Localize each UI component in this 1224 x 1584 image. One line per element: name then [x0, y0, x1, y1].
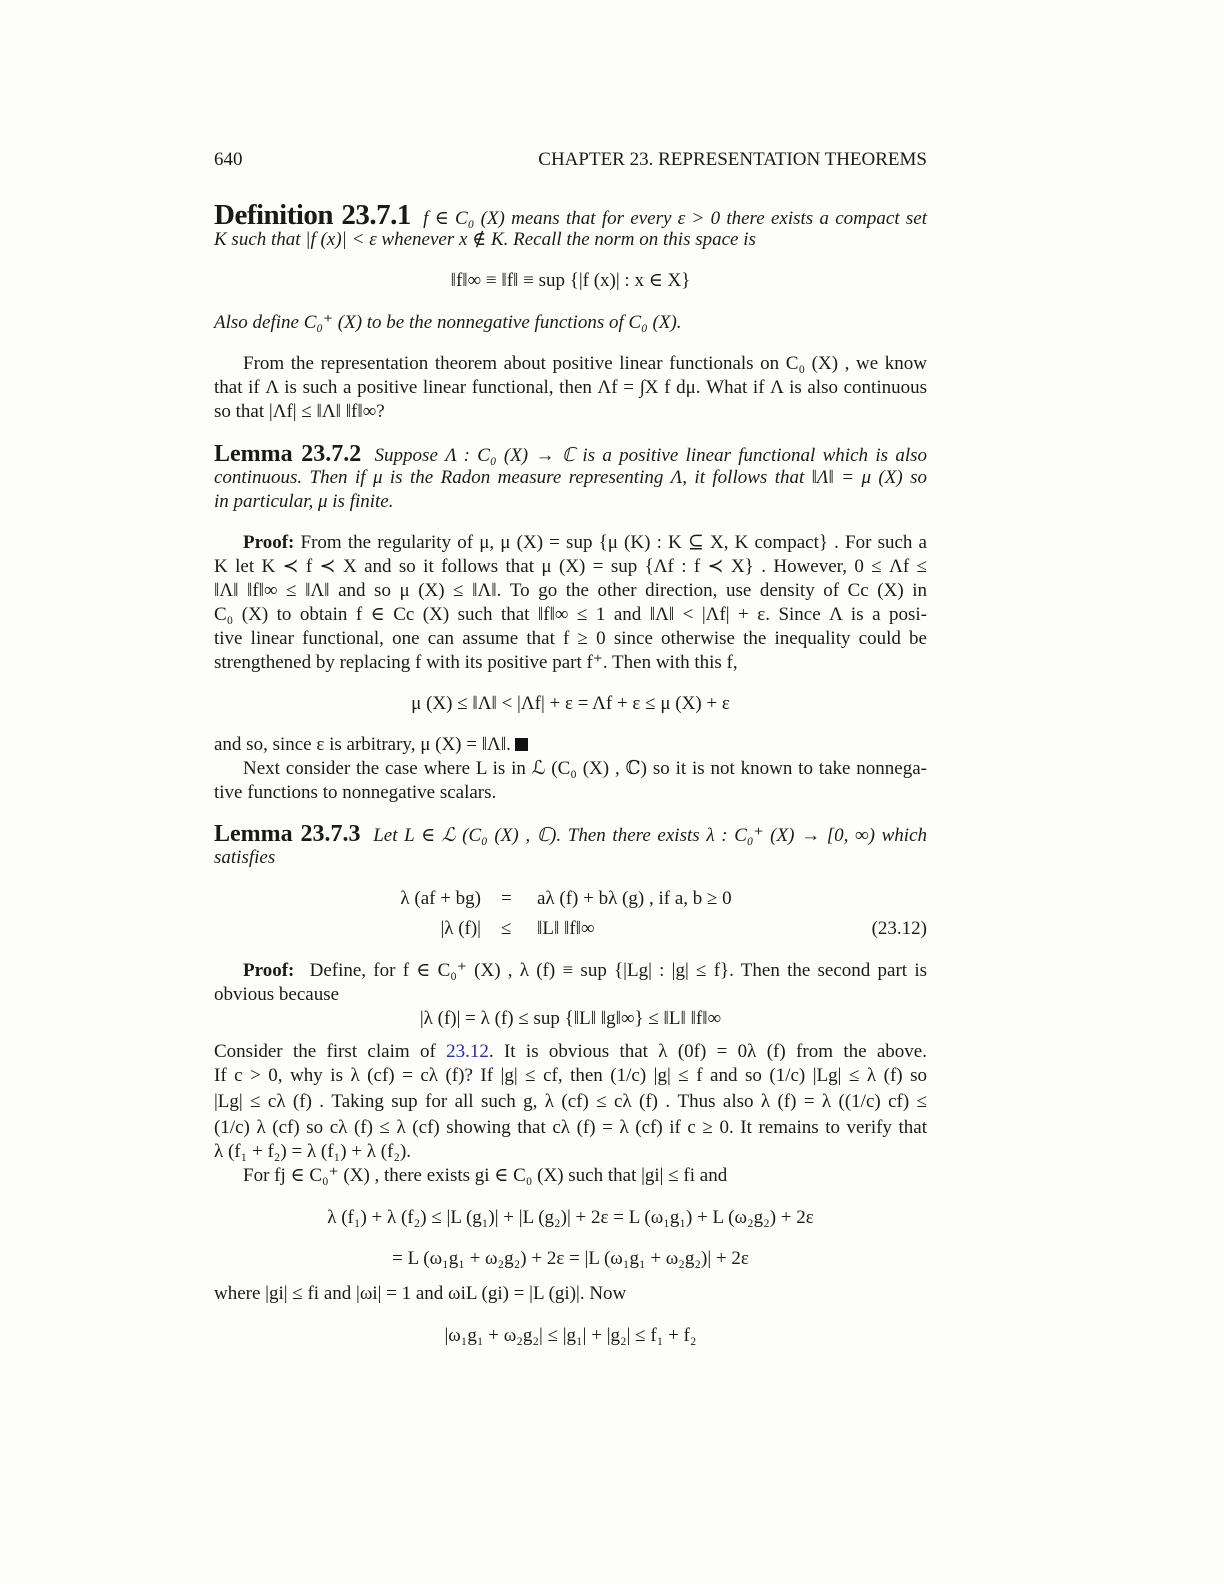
intro-line-2: that if Λ is such a positive linear functional, then Λf = ∫X f dμ. What if Λ is also continuous	[214, 377, 927, 398]
proof3-equation-1: |λ (f)| = λ (f) ≤ sup {‖L‖ ‖g‖∞} ≤ ‖L‖ ‖f‖∞	[419, 1008, 722, 1029]
equation-reference-link[interactable]: 23.12	[446, 1041, 489, 1062]
proof2-line-7	[214, 733, 927, 757]
proof2-line-2: K let K ≺ f ≺ X and so it follows that μ (X) = sup {Λf : f ≺ X} . However, 0 ≤ Λf ≤	[214, 556, 927, 577]
eq1-rhs: aλ (f) + bλ (g) , if a, b ≥ 0	[537, 888, 732, 909]
definition-label: Definition 23.7.1	[214, 199, 411, 231]
lemma2-line-3: in particular, μ is finite.	[214, 491, 394, 512]
proof2-line-1	[214, 531, 927, 555]
lemma3-line-1	[214, 821, 927, 849]
proof3-equation-3: = L (ω₁g₁ + ω₂g₂) + 2ε = |L (ω₁g₁ + ω₂g₂)| + 2ε	[392, 1248, 749, 1269]
proof3-equation-4: |ω₁g₁ + ω₂g₂| ≤ |g₁| + |g₂| ≤ f₁ + f₂	[444, 1325, 697, 1346]
page-number: 640	[214, 149, 243, 170]
qed-icon	[515, 738, 528, 751]
eq1-lhs: λ (af + bg)	[400, 888, 481, 909]
proof3-line-3-rest: . It is obvious that λ (0f) = 0λ (f) from the above.	[488, 1041, 927, 1062]
proof2-line-6: strengthened by replacing f with its positive part f⁺. Then with this f,	[214, 652, 738, 673]
proof2-text: From the regularity of μ, μ (X) = sup {μ (K) : K ⊆ X, K compact} . For such a	[300, 532, 927, 553]
definition-text: f ∈ C₀ (X) means that for every ε > 0 there exists a compact set	[423, 208, 928, 229]
proof3-line-7: λ (f₁ + f₂) = λ (f₁) + λ (f₂).	[214, 1141, 412, 1162]
proof2-line-5: tive linear functional, one can assume that f ≥ 0 since otherwise the inequality could be	[214, 628, 927, 649]
lemma3-line-2: satisfies	[214, 847, 276, 868]
lemma3-text: Let L ∈ ℒ (C₀ (X) , ℂ). Then there exists λ : C₀⁺ (X) → [0, ∞) which	[373, 825, 927, 846]
definition-equation: ‖f‖∞ ≡ ‖f‖ ≡ sup {|f (x)| : x ∈ X}	[450, 270, 691, 291]
lemma2-text: Suppose Λ : C₀ (X) → ℂ is a positive linear functional which is also	[374, 445, 928, 466]
proof3-line-6: (1/c) λ (cf) so cλ (f) ≤ λ (cf) showing that cλ (f) = λ (cf) if c ≥ 0. It remains to verify that	[214, 1117, 927, 1138]
proof2-equation: μ (X) ≤ ‖Λ‖ < |Λf| + ε = Λf + ε ≤ μ (X) + ε	[411, 693, 730, 714]
definition-line-3: Also define C₀⁺ (X) to be the nonnegative functions of C₀ (X).	[214, 312, 682, 333]
running-title: CHAPTER 23. REPRESENTATION THEOREMS	[538, 149, 927, 170]
running-header	[214, 148, 927, 172]
eq2-rhs: ‖L‖ ‖f‖∞	[537, 918, 595, 939]
lemma2-line-1	[214, 441, 927, 469]
proof2-line-3: ‖Λ‖ ‖f‖∞ ≤ ‖Λ‖ and so μ (X) ≤ ‖Λ‖. To go the other direction, use density of Cc (X) in	[214, 580, 927, 601]
proof2-conclusion: and so, since ε is arbitrary, μ (X) = ‖Λ‖.	[214, 734, 511, 755]
eq2-relation: ≤	[501, 918, 512, 939]
transition-line-1: Next consider the case where L is in ℒ (C₀ (X) , ℂ) so it is not known to take nonnega-	[243, 758, 927, 779]
lemma2-label: Lemma 23.7.2	[214, 441, 362, 467]
intro-line-3: so that |Λf| ≤ ‖Λ‖ ‖f‖∞?	[214, 401, 385, 422]
proof3-equation-2: λ (f₁) + λ (f₂) ≤ |L (g₁)| + |L (g₂)| + 2ε = L (ω₁g₁) + L (ω₂g₂) + 2ε	[327, 1207, 814, 1228]
proof2-label: Proof:	[243, 532, 295, 553]
proof3-line-1	[214, 959, 927, 983]
lemma2-line-2: continuous. Then if μ is the Radon measure representing Λ, it follows that ‖Λ‖ = μ (X) so	[214, 467, 927, 488]
proof2-line-4: C₀ (X) to obtain f ∈ Cc (X) such that ‖f‖∞ ≤ 1 and ‖Λ‖ < |Λf| + ε. Since Λ is a posi-	[214, 604, 927, 625]
proof3-text: Define, for f ∈ C₀⁺ (X) , λ (f) ≡ sup {|Lg| : |g| ≤ f}. Then the second part is	[309, 960, 928, 981]
proof3-line-4: If c > 0, why is λ (cf) = cλ (f)? If |g| ≤ cf, then (1/c) |g| ≤ f and so (1/c) |Lg| ≤ λ (f) so	[214, 1065, 927, 1086]
proof3-line-8: For fj ∈ C₀⁺ (X) , there exists gi ∈ C₀ (X) such that |gi| ≤ fi and	[243, 1165, 728, 1186]
proof3-label: Proof:	[243, 960, 295, 981]
proof3-line-3	[214, 1040, 927, 1064]
proof3-line-9: where |gi| ≤ fi and |ωi| = 1 and ωiL (gi) = |L (gi)|. Now	[214, 1283, 627, 1304]
eq1-relation: =	[501, 888, 512, 909]
equation-number: (23.12)	[871, 918, 927, 939]
proof3-line-3-text: Consider the first claim of	[214, 1041, 447, 1062]
definition-line-2: K such that |f (x)| < ε whenever x ∉ K. Recall the norm on this space is	[214, 229, 756, 250]
transition-line-2: tive functions to nonnegative scalars.	[214, 782, 497, 803]
eq2-lhs: |λ (f)|	[440, 918, 481, 939]
intro-line-1: From the representation theorem about positive linear functionals on C₀ (X) , we know	[243, 353, 927, 374]
proof3-line-2: obvious because	[214, 984, 340, 1005]
proof3-line-5: |Lg| ≤ cλ (f) . Taking sup for all such g, λ (cf) ≤ cλ (f) . Thus also λ (f) = λ ((1/c) cf) ≤	[214, 1091, 927, 1112]
lemma3-label: Lemma 23.7.3	[214, 821, 361, 847]
